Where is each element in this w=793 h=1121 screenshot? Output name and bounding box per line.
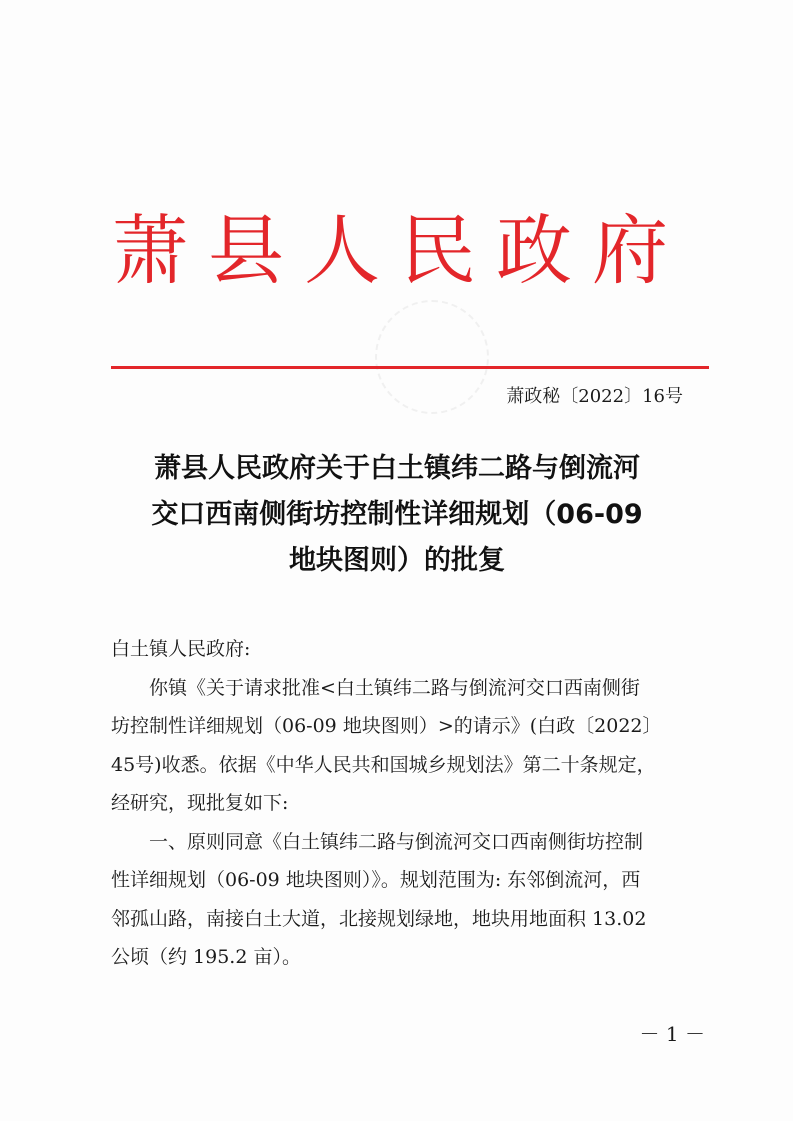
paragraph-1-line-1: 你镇《关于请求批准<白土镇纬二路与倒流河交口西南侧街 xyxy=(149,676,640,699)
document-number: 萧政秘〔2022〕16号 xyxy=(506,386,683,407)
paragraph-1-line-4: 经研究，现批复如下: xyxy=(111,792,289,814)
document-title xyxy=(100,446,694,584)
salutation: 白土镇人民政府: xyxy=(111,638,251,660)
document-body xyxy=(111,630,707,977)
paragraph-2-line-3: 邻孤山路，南接白土大道，北接规划绿地，地块用地面积 13.02 xyxy=(111,907,647,930)
red-divider-line xyxy=(111,366,709,369)
paragraph-2-line-4: 公顷（约 195.2 亩）。 xyxy=(111,946,301,968)
paragraph-1-line-3: 45号)收悉。依据《中华人民共和国城乡规划法》第二十条规定， xyxy=(111,753,656,776)
issuing-authority-header: 萧县人民政府 xyxy=(112,206,688,295)
title-line-2: 交口西南侧街坊控制性详细规划（06-09 xyxy=(151,499,643,530)
title-line-1: 萧县人民政府关于白土镇纬二路与倒流河 xyxy=(154,453,640,484)
page-number: － 1 － xyxy=(639,1022,705,1046)
paragraph-2-line-2: 性详细规划（06-09 地块图则）》。规划范围为: 东邻倒流河，西 xyxy=(111,869,641,891)
faint-seal-mark xyxy=(375,300,489,414)
paragraph-1-line-2: 坊控制性详细规划（06-09 地块图则）>的请示》(白政〔2022〕 xyxy=(111,715,662,737)
title-line-3: 地块图则）的批复 xyxy=(289,545,505,576)
paragraph-2-line-1: 一、原则同意《白土镇纬二路与倒流河交口西南侧街坊控制 xyxy=(149,830,644,853)
